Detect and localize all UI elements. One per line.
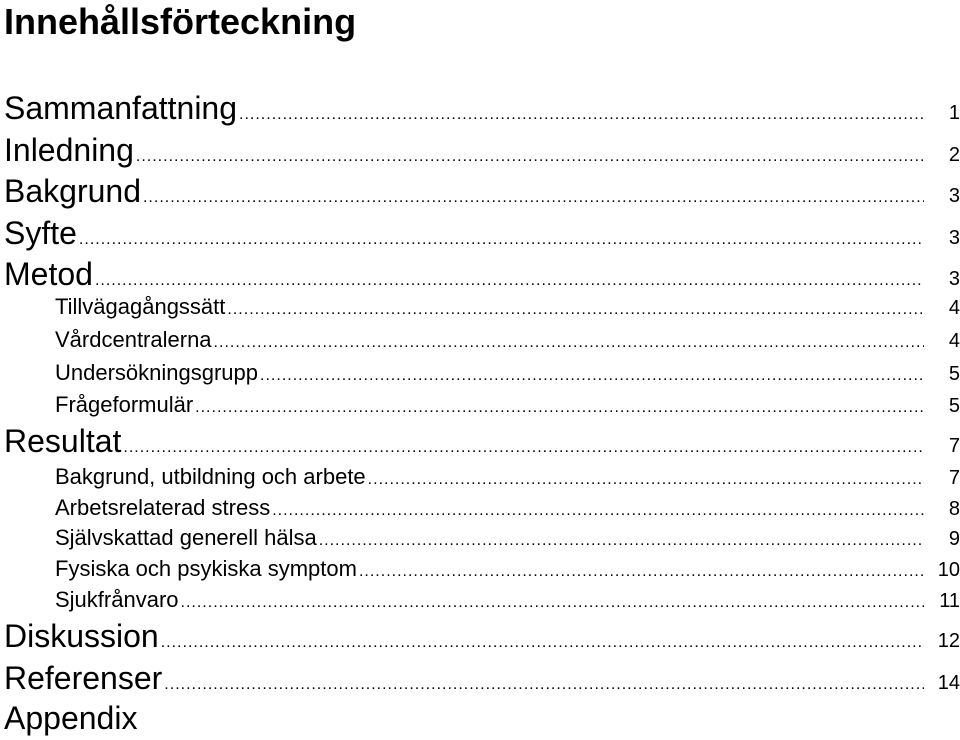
toc-entry-frageformular[interactable] [0, 389, 960, 421]
toc-leader-dots [214, 327, 924, 359]
toc-entry-label: Arbetsrelaterad stress [55, 495, 271, 520]
toc-entry-arbetsrelaterad-stress[interactable] [0, 492, 960, 524]
toc-leader-dots [260, 360, 924, 392]
toc-entry-label: Metod [4, 256, 93, 292]
toc-page-number: 10 [937, 559, 960, 581]
toc-entry-undersokningsgrupp[interactable] [0, 357, 960, 389]
toc-entry-resultat[interactable] [0, 420, 960, 462]
toc-entry-label: Sammanfattning [4, 90, 238, 126]
toc-entry-label: Tillvägagångssätt [55, 294, 226, 319]
toc-entry-label: Referenser [4, 660, 163, 696]
toc-page-number: 3 [948, 268, 960, 290]
toc-page-number: 5 [948, 395, 960, 417]
toc-page-number: 5 [948, 363, 960, 385]
toc-entry-fysiska-psykiska-symptom[interactable] [0, 553, 960, 585]
toc-page-number: 4 [948, 330, 960, 352]
toc-entry-appendix[interactable] [0, 697, 960, 739]
toc-entry-label: Diskussion [4, 618, 159, 654]
toc-entry-diskussion[interactable] [0, 615, 960, 657]
toc-leader-dots [227, 294, 924, 326]
toc-page-number: 8 [948, 498, 960, 520]
toc-entry-bakgrund[interactable] [0, 170, 960, 212]
toc-page-number: 9 [948, 528, 960, 550]
toc-entry-label: Undersökningsgrupp [55, 360, 259, 385]
toc-entry-syfte[interactable] [0, 212, 960, 254]
toc-page-number: 4 [948, 297, 960, 319]
toc-entry-inledning[interactable] [0, 129, 960, 171]
toc-entry-label: Bakgrund [4, 173, 141, 209]
toc-page-number: 12 [937, 630, 960, 652]
toc-page-number: 11 [939, 590, 960, 612]
toc-entry-sjukfranvaro[interactable] [0, 584, 960, 616]
toc-entry-label: Resultat [4, 423, 122, 459]
toc-page-number: 7 [948, 435, 960, 457]
toc-entry-metod[interactable] [0, 253, 960, 295]
toc-entry-label: Syfte [4, 215, 77, 251]
toc-entry-sammanfattning[interactable] [0, 87, 960, 129]
toc-entry-label: Frågeformulär [55, 392, 194, 417]
toc-entry-tillvagagangssatt[interactable] [0, 291, 960, 323]
toc-page-number: 3 [948, 185, 960, 207]
toc-entry-label: Inledning [4, 132, 134, 168]
toc-entry-label: Fysiska och psykiska symptom [55, 556, 357, 581]
toc-entry-label: Självskattad generell hälsa [55, 525, 317, 550]
toc-entry-label: Sjukfrånvaro [55, 587, 179, 612]
toc-entry-sjalvskattad-halsa[interactable] [0, 522, 960, 554]
toc-entry-vardcentralerna[interactable] [0, 324, 960, 356]
toc-page-number: 1 [948, 102, 960, 124]
toc-entry-label: Vårdcentralerna [55, 327, 212, 352]
toc-entry-label: Appendix [4, 700, 138, 736]
toc-entry-label: Bakgrund, utbildning och arbete [55, 464, 366, 489]
toc-page-number: 3 [948, 227, 960, 249]
toc-page-number: 7 [948, 467, 960, 489]
page-title: Innehållsförteckning [4, 1, 357, 42]
toc-entry-referenser[interactable] [0, 657, 960, 699]
toc-entry-bakgrund-utbildning-arbete[interactable] [0, 461, 960, 493]
toc-page-number: 2 [948, 144, 960, 166]
toc-page-number: 14 [937, 672, 960, 694]
